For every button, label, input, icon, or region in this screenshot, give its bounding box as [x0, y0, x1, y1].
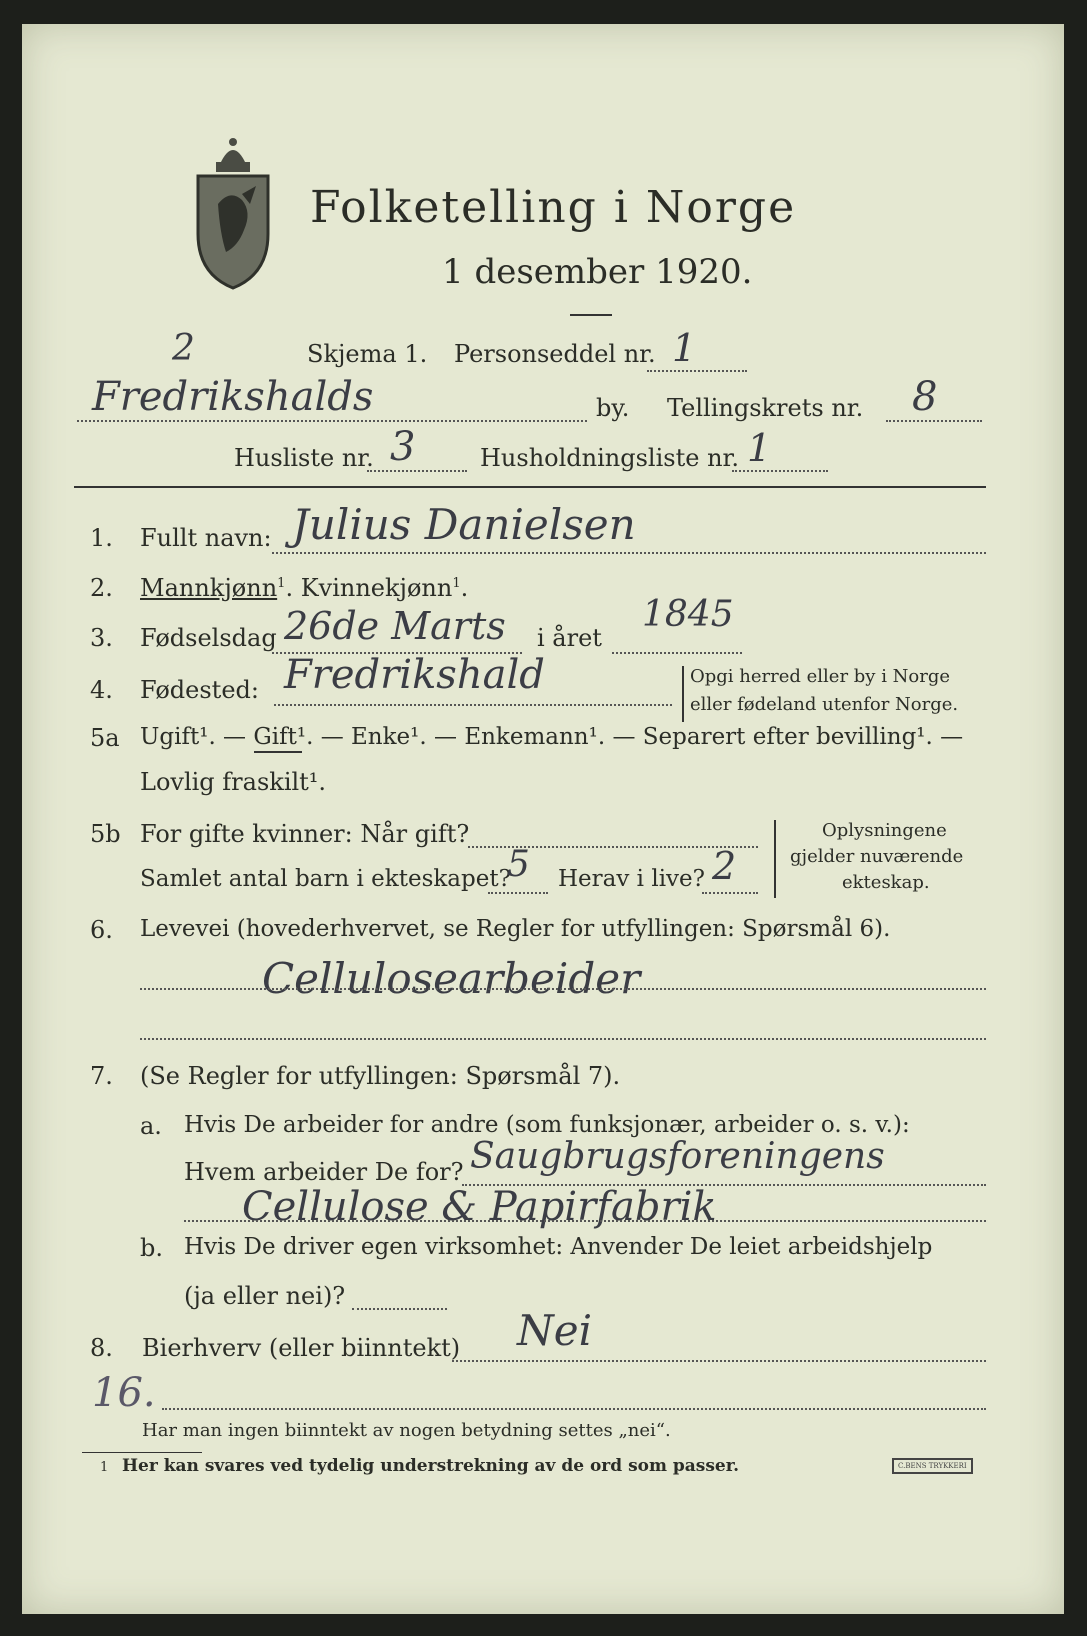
q6-line-1 — [140, 988, 986, 990]
q2-footnote-mark-1: 1 — [277, 576, 286, 591]
header-divider — [74, 486, 986, 488]
tellingskrets-line — [886, 420, 982, 422]
census-date: 1 desember 1920. — [442, 252, 753, 292]
q5b-note-line3: ekteskap. — [842, 872, 930, 893]
husholdningsliste-line — [732, 470, 828, 472]
q7a-value-1: Saugbrugsforeningens — [470, 1136, 885, 1177]
q5b-children-value: 5 — [507, 844, 530, 885]
q7b-text: Hvis De driver egen virksomhet: Anvender De leiet arbeidshjelp — [184, 1234, 933, 1260]
q5b-alive-value: 2 — [712, 844, 737, 888]
husliste-line — [367, 470, 467, 472]
q3-day-value: 26de Marts — [284, 604, 506, 648]
by-value: Fredrikshalds — [92, 374, 374, 420]
q2-female-option: Kvinnekjønn — [300, 574, 453, 602]
q5b-alive-line — [702, 892, 758, 894]
form-title: Folketelling i Norge — [310, 182, 797, 233]
q2-footnote-mark-2: 1 — [452, 576, 461, 591]
q1-line — [272, 552, 986, 554]
norway-coat-of-arms-icon — [190, 134, 276, 290]
q8-label: Bierhverv (eller biinntekt) — [142, 1334, 461, 1362]
q5b-note-brace — [774, 820, 776, 898]
q4-number: 4. — [90, 676, 113, 704]
q7a-letter: a. — [140, 1112, 162, 1140]
q7b-line — [352, 1308, 447, 1310]
footnote-text: Her kan svares ved tydelig understrekning av de ord som passer. — [122, 1456, 740, 1476]
personseddel-label: Personseddel nr. — [454, 340, 656, 368]
q7a-line-2 — [184, 1220, 986, 1222]
biinntekt-note: Har man ingen biinntekt av nogen betydning settes „nei“. — [142, 1420, 671, 1441]
q3-year-line — [612, 652, 742, 654]
q6-number: 6. — [90, 916, 113, 944]
q4-note-brace — [682, 666, 684, 722]
q5b-number: 5b — [90, 820, 121, 848]
husholdningsliste-label: Husholdningsliste nr. — [480, 444, 739, 472]
q6-line-2 — [140, 1038, 986, 1040]
husliste-label: Husliste nr. — [234, 444, 374, 472]
by-label: by. — [596, 394, 630, 422]
q7a-text: Hvis De arbeider for andre (som funksjonær, arbeider o. s. v.): — [184, 1112, 910, 1138]
q5b-label: For gifte kvinner: Når gift? — [140, 820, 470, 848]
q5a-options: Ugift¹. — Gift¹. — Enke¹. — Enkemann¹. — Separert efter bevilling¹. — — [140, 724, 964, 750]
q5b-note-line2: gjelder nuværende — [790, 846, 964, 867]
q1-value: Julius Danielsen — [292, 500, 636, 549]
personseddel-value: 1 — [672, 326, 697, 370]
by-line — [77, 420, 587, 422]
q2-options: Mannkjønn$^1$. Kvinnekjønn$^1$. — [140, 574, 469, 602]
skjema-label: Skjema 1. — [307, 340, 428, 368]
q7-label: (Se Regler for utfyllingen: Spørsmål 7). — [140, 1062, 621, 1090]
husliste-value: 3 — [390, 424, 416, 470]
census-form-page — [22, 24, 1064, 1614]
q1-label: Fullt navn: — [140, 524, 272, 552]
personseddel-line — [647, 370, 747, 372]
q5a-gift-underline — [254, 751, 302, 753]
q8-number: 8. — [90, 1334, 113, 1362]
q5b-children-line — [488, 892, 548, 894]
corner-mark: 2 — [172, 328, 195, 369]
q7b-letter: b. — [140, 1234, 163, 1262]
q7b-text-cont: (ja eller nei)? — [184, 1282, 346, 1310]
q8-margin-mark: 16. — [92, 1370, 156, 1416]
q6-label: Levevei (hovederhvervet, se Regler for utfyllingen: Spørsmål 6). — [140, 916, 891, 942]
q5a-options-cont: Lovlig fraskilt¹. — [140, 768, 327, 796]
q3-year-value: 1845 — [642, 594, 734, 635]
q8-line-2 — [162, 1408, 986, 1410]
q3-number: 3. — [90, 624, 113, 652]
q7a-label: Hvem arbeider De for? — [184, 1158, 464, 1186]
q4-value: Fredrikshald — [284, 652, 545, 698]
q2-number: 2. — [90, 574, 113, 602]
q7-number: 7. — [90, 1062, 113, 1090]
q8-value: Nei — [517, 1306, 593, 1355]
q2-male-option: Mannkjønn — [140, 574, 278, 602]
q8-line-1 — [452, 1360, 986, 1362]
husholdningsliste-value: 1 — [747, 426, 772, 470]
footnote-divider — [82, 1452, 202, 1453]
q5b-children-label: Samlet antal barn i ekteskapet? — [140, 866, 511, 892]
q7a-value-2: Cellulose & Papirfabrik — [242, 1184, 717, 1230]
q4-label: Fødested: — [140, 676, 259, 704]
q3-year-label: i året — [537, 624, 602, 652]
q4-line — [274, 704, 672, 706]
q5b-alive-label: Herav i live? — [558, 866, 705, 892]
q5b-note-line1: Oplysningene — [822, 820, 947, 841]
title-divider — [570, 314, 612, 316]
q6-value: Cellulosearbeider — [262, 954, 641, 1003]
q1-number: 1. — [90, 524, 113, 552]
tellingskrets-label: Tellingskrets nr. — [667, 394, 864, 422]
q4-note-line2: eller fødeland utenfor Norge. — [690, 694, 959, 715]
tellingskrets-value: 8 — [912, 374, 938, 420]
q5a-number: 5a — [90, 724, 120, 752]
q4-note-line1: Opgi herred eller by i Norge — [690, 666, 951, 687]
footnote-mark: 1 — [100, 1460, 109, 1475]
printer-stamp: C.BENS TRYKKERI — [892, 1458, 973, 1474]
q3-label: Fødselsdag — [140, 624, 277, 652]
